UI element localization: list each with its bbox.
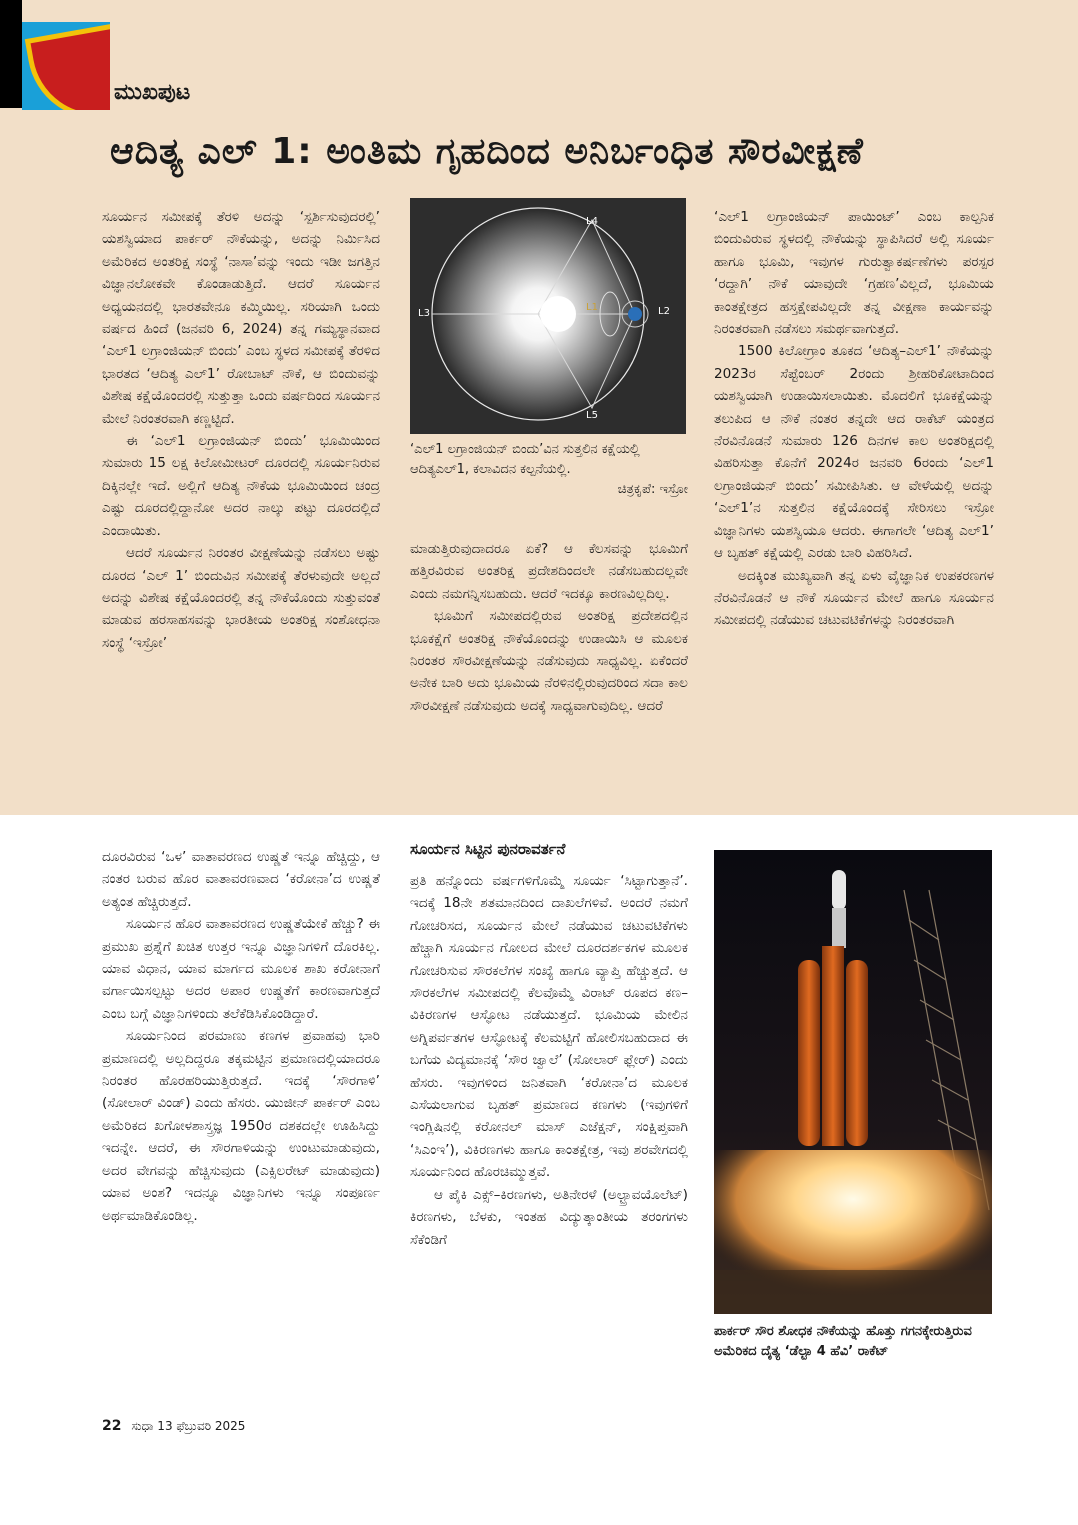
paragraph: ಸೂರ್ಯನ ಹೊರ ವಾತಾವರಣದ ಉಷ್ಣತೆಯೇಕೆ ಹೆಚ್ಚು? ಈ ಪ್ರಮುಖ ಪ್ರಶ್ನೆಗೆ ಖಚಿತ ಉತ್ತರ ಇನ್ನೂ ವಿಜ್ಞಾನಿಗಳಿಗೆ ದೊರಕಿಲ್ಲ. ಯಾವ ವಿಧಾನ, ಯಾವ ಮಾರ್ಗದ ಮೂಲಕ ಶಾಖ ಕರೋನಾಗೆ ವರ್ಗಾಯಿಸಲ್ಪಟ್ಟು ಅದರ ಅಪಾರ ಉಷ್ಣತೆಗೆ ಕಾರಣವಾಗುತ್ತದೆ ಎಂಬ ಬಗ್ಗೆ ವಿಜ್ಞಾನಿಗಳಿಂದು ತಲೆಕೆಡಿಸಿಕೊಂಡಿದ್ದಾರೆ. — [102, 916, 380, 1022]
payload-fairing — [832, 870, 846, 910]
paragraph: ಅದಕ್ಕಿಂತ ಮುಖ್ಯವಾಗಿ ತನ್ನ ಏಳು ವೈಜ್ಞಾನಿಕ ಉಪಕರಣಗಳ ನೆರವಿನೊಡನೆ ಆ ನೌಕೆ ಸೂರ್ಯನ ಮೇಲೆ ಹಾಗೂ ಸೂರ್ಯನ ಸಮೀಪದಲ್ಲಿ ನಡೆಯುವ ಚಟುವಟಿಕೆಗಳನ್ನು ನಿರಂತರವಾಗಿ — [714, 567, 994, 629]
launch-pad — [714, 1270, 992, 1314]
photo-caption: ಪಾರ್ಕರ್ ಸೌರ ಶೋಧಕ ನೌಕೆಯನ್ನು ಹೊತ್ತು ಗಗನಕ್ಕೇರುತ್ತಿರುವ ಅಮೆರಿಕದ ದೈತ್ಯ ‘ಡೆಲ್ಟಾ 4 ಹೆವಿ’ ರಾಕೆಟ್ — [714, 1324, 972, 1359]
subheading: ಸೂರ್ಯನ ಸಿಟ್ಟಿನ ಪುನರಾವರ್ತನೆ — [410, 840, 566, 858]
paragraph: ಈ ‘ಎಲ್1 ಲಗ್ರಾಂಜಿಯನ್ ಬಿಂದು’ ಭೂಮಿಯಿಂದ ಸುಮಾರು 15 ಲಕ್ಷ ಕಿಲೋಮೀಟರ್ ದೂರದಲ್ಲಿ ಸೂರ್ಯನಿರುವ ದಿಕ್ಕಿನಲ್ಲೇ ಇದೆ. ಅಲ್ಲಿಗೆ ಆದಿತ್ಯ ನೌಕೆಯ ಭೂಮಿಯಿಂದ ಚಂದ್ರ ಎಷ್ಟು ದೂರದಲ್ಲಿದ್ದಾನೋ ಅದರ ನಾಲ್ಕು ಪಟ್ಟು ದೂರದಲ್ಲಿದೆ ಎಂದಾಯಿತು. — [102, 433, 380, 539]
label-l5: L5 — [586, 410, 598, 421]
paragraph: ಸೂರ್ಯನ ಸಮೀಪಕ್ಕೆ ತೆರಳಿ ಅದನ್ನು ‘ಸ್ಪರ್ಶಿಸುವುದರಲ್ಲಿ’ ಯಶಸ್ವಿಯಾದ ಪಾರ್ಕರ್ ನೌಕೆಯನ್ನು, ಅದನ್ನು ನಿರ್ಮಿಸಿದ ಅಮೆರಿಕದ ಅಂತರಿಕ್ಷ ಸಂಸ್ಥೆ ‘ನಾಸಾ’ವನ್ನು ಇಂದು ಇಡೀ ಜಗತ್ತಿನ ವಿಜ್ಞಾನಲೋಕವೇ ಕೊಂಡಾಡುತ್ತಿದೆ. ಆದರೆ ಸೂರ್ಯನ ಅಧ್ಯಯನದಲ್ಲಿ ಭಾರತವೇನೂ ಕಮ್ಮಿಯಿಲ್ಲ. ಸರಿಯಾಗಿ ಒಂದು ವರ್ಷದ ಹಿಂದೆ (ಜನವರಿ 6, 2024) ತನ್ನ ಗಮ್ಯಸ್ಥಾನವಾದ ‘ಎಲ್1 ಲಗ್ರಾಂಜಿಯನ್ ಬಿಂದು’ ಎಂಬ ಸ್ಥಳದ ಸಮೀಪಕ್ಕೆ ತೆರಳಿದ ಭಾರತದ ‘ಆದಿತ್ಯ ಎಲ್1’ ರೋಬಾಟ್ ನೌಕೆ, ಆ ಬಿಂದುವನ್ನು ವಿಶೇಷ ಕಕ್ಷೆಯೊಂದರಲ್ಲಿ ಸುತ್ತುತ್ತಾ ಒಂದು ವರ್ಷದಿಂದ ಸೂರ್ಯನ ಮೇಲೆ ನಿರಂತರವಾಗಿ ಕಣ್ಣಟ್ಟಿದೆ. — [102, 209, 380, 427]
diagram-caption-text: ‘ಎಲ್1 ಲಗ್ರಾಂಜಿಯನ್ ಬಿಂದು’ವಿನ ಸುತ್ತಲಿನ ಕಕ್ಷೆಯಲ್ಲಿ ಆದಿತ್ಯಎಲ್1, ಕಲಾವಿದನ ಕಲ್ಪನೆಯಲ್ಲಿ. — [410, 442, 640, 477]
paragraph: ಆದರೆ ಸೂರ್ಯನ ನಿರಂತರ ವೀಕ್ಷಣೆಯನ್ನು ನಡೆಸಲು ಅಷ್ಟು ದೂರದ ‘ಎಲ್ 1’ ಬಿಂದುವಿನ ಸಮೀಪಕ್ಕೆ ತೆರಳುವುದೇ ಅಲ್ಲದೆ ಅದನ್ನು ವಿಶೇಷ ಕಕ್ಷೆಯೊಂದರಲ್ಲಿ ತನ್ನ ನೌಕೆಯೊಂದು ಸುತ್ತುವಂತೆ ಮಾಡುವ ಹರಸಾಹಸವನ್ನು ಭಾರತೀಯ ಅಂತರಿಕ್ಷ ಸಂಶೋಧನಾ ಸಂಸ್ಥೆ ‘ಇಸ್ರೋ’ — [102, 545, 380, 651]
upper-stage — [832, 908, 846, 948]
earth-icon — [628, 307, 642, 321]
paragraph: 1500 ಕಿಲೋಗ್ರಾಂ ತೂಕದ ‘ಆದಿತ್ಯ–ಎಲ್1’ ನೌಕೆಯನ್ನು 2023ರ ಸೆಪ್ಟೆಂಬರ್ 2ರಂದು ಶ್ರೀಹರಿಕೋಟಾದಿಂದ ಯಶಸ್ವಿಯಾಗಿ ಉಡಾಯಿಸಲಾಯಿತು. ಮೊದಲಿಗೆ ಭೂಕಕ್ಷೆಯನ್ನು ತಲುಪಿದ ಆ ನೌಕೆ ನಂತರ ತನ್ನದೇ ಆದ ರಾಕೆಟ್ ಯಂತ್ರದ ನೆರವಿನೊಡನೆ ಸುಮಾರು 126 ದಿನಗಳ ಕಾಲ ಅಂತರಿಕ್ಷದಲ್ಲಿ ವಿಹರಿಸುತ್ತಾ ಕೊನೆಗೆ 2024ರ ಜನವರಿ 6ರಂದು ‘ಎಲ್1 ಲಗ್ರಾಂಜಿಯನ್ ಬಿಂದು’ ಸಮೀಪಿಸಿತು. ಆ ವೇಳೆಯಲ್ಲಿ ಅದನ್ನು ‘ಎಲ್1’ನ ಸುತ್ತಲಿನ ಕಕ್ಷೆಯೊಂದಕ್ಕೆ ಸೇರಿಸಲು ಇಸ್ರೋ ವಿಜ್ಞಾನಿಗಳು ಯಶಸ್ವಿಯೂ ಆದರು. ಈಗಾಗಲೇ ‘ಆದಿತ್ಯ ಎಲ್1’ ಆ ಬೃಹತ್ ಕಕ್ಷೆಯಲ್ಲಿ ಎರಡು ಬಾರಿ ವಿಹರಿಸಿದೆ. — [714, 343, 994, 562]
left-booster — [798, 960, 820, 1146]
paragraph: ಸೂರ್ಯನಿಂದ ಪರಮಾಣು ಕಣಗಳ ಪ್ರವಾಹವು ಭಾರಿ ಪ್ರಮಾಣದಲ್ಲಿ ಅಲ್ಲದಿದ್ದರೂ ತಕ್ಕಮಟ್ಟಿನ ಪ್ರಮಾಣದಲ್ಲಿಯಾದರೂ ನಿರಂತರ ಹೊರಹರಿಯುತ್ತಿರುತ್ತದೆ. ಇದಕ್ಕೆ ‘ಸೌರಗಾಳಿ’ (ಸೋಲಾರ್ ವಿಂಡ್) ಎಂದು ಹೆಸರು. ಯುಜೀನ್ ಪಾರ್ಕರ್ ಎಂಬ ಅಮೆರಿಕದ ಖಗೋಳಶಾಸ್ತ್ರಜ್ಞ 1950ರ ದಶಕದಲ್ಲೇ ಊಹಿಸಿದ್ದು ಇದನ್ನೇ. ಆದರೆ, ಈ ಸೌರಗಾಳಿಯನ್ನು ಉಂಟುಮಾಡುವುದು, ಅದರ ವೇಗವನ್ನು ಹೆಚ್ಚಿಸುವುದು (ಎಕ್ಸಿಲರೇಟ್ ಮಾಡುವುದು) ಯಾವ ಅಂಶ? ಇದನ್ನೂ ವಿಜ್ಞಾನಿಗಳು ಇನ್ನೂ ಸಂಪೂರ್ಣ ಅರ್ಥಮಾಡಿಕೊಂಡಿಲ್ಲ. — [102, 1028, 380, 1224]
page-footer — [102, 1418, 245, 1434]
publication-info: ಸುಧಾ 13 ಫೆಬ್ರುವರಿ 2025 — [131, 1419, 246, 1433]
paragraph: ದೂರವಿರುವ ‘ಒಳ’ ವಾತಾವರಣದ ಉಷ್ಣತೆ ಇನ್ನೂ ಹೆಚ್ಚಿದ್ದು, ಆ ನಂತರ ಬರುವ ಹೊರ ವಾತಾವರಣವಾದ ‘ಕರೋನಾ’ದ ಉಷ್ಣತೆ ಅತ್ಯಂತ ಹೆಚ್ಚಿರುತ್ತದೆ. — [102, 849, 380, 910]
rocket-launch-svg — [714, 850, 992, 1314]
paragraph: ಭೂಮಿಗೆ ಸಮೀಪದಲ್ಲಿರುವ ಅಂತರಿಕ್ಷ ಪ್ರದೇಶದಲ್ಲಿನ ಭೂಕಕ್ಷೆಗೆ ಅಂತರಿಕ್ಷ ನೌಕೆಯೊಂದನ್ನು ಉಡಾಯಿಸಿ ಆ ಮೂಲಕ ನಿರಂತರ ಸೌರವೀಕ್ಷಣೆಯನ್ನು ನಡೆಸುವುದು ಸಾಧ್ಯವಿಲ್ಲ. ಏಕೆಂದರೆ ಅನೇಕ ಬಾರಿ ಅದು ಭೂಮಿಯ ನೆರಳಿನಲ್ಲಿರುವುದರಿಂದ ಸದಾ ಕಾಲ ಸೌರವೀಕ್ಷಣೆ ನಡೆಸುವುದು ಅದಕ್ಕೆ ಸಾಧ್ಯವಾಗುವುದಿಲ್ಲ. ಆದರೆ — [410, 608, 688, 714]
article-column-4 — [102, 846, 380, 1406]
article-column-5 — [410, 870, 688, 1410]
paragraph: ಆ ಪೈಕಿ ಎಕ್ಸ್–ಕಿರಣಗಳು, ಅತಿನೇರಳೆ (ಅಲ್ಟ್ರಾವಯೊಲೆಟ್) ಕಿರಣಗಳು, ಬೆಳಕು, ಇಂತಹ ವಿದ್ಯುತ್ಕಾಂತೀಯ ತರಂಗಗಳು ಸೆಕೆಂಡಿಗೆ — [410, 1186, 688, 1248]
sun-icon — [540, 296, 576, 332]
diagram-caption — [410, 440, 688, 500]
lagrange-diagram — [410, 198, 686, 434]
article-column-1 — [102, 206, 380, 800]
core-booster — [822, 946, 844, 1146]
headline: ಆದಿತ್ಯ ಎಲ್ 1: ಅಂತಿಮ ಗೃಹದಿಂದ ಅನಿರ್ಬಂಧಿತ ಸೌರವೀಕ್ಷಣೆ — [110, 131, 864, 172]
rocket-launch-photo — [714, 850, 992, 1314]
article-column-3 — [714, 206, 994, 800]
label-l2: L2 — [658, 306, 670, 317]
label-l1: L1 — [586, 302, 598, 313]
section-logo-icon — [22, 22, 110, 110]
paragraph: ಮಾಡುತ್ತಿರುವುದಾದರೂ ಏಕೆ? ಆ ಕೆಲಸವನ್ನು ಭೂಮಿಗೆ ಹತ್ತಿರವಿರುವ ಅಂತರಿಕ್ಷ ಪ್ರದೇಶದಿಂದಲೇ ನಡೆಸಬಹುದಲ್ಲವೇ ಎಂದು ನಮಗನ್ನಿಸಬಹುದು. ಆದರೆ ಇದಕ್ಕೂ ಕಾರಣವಿಲ್ಲದಿಲ್ಲ. — [410, 541, 688, 602]
logo-black-bar — [0, 0, 22, 108]
lagrange-diagram-svg — [410, 198, 686, 434]
label-l3: L3 — [418, 308, 430, 319]
article-column-2 — [410, 538, 688, 800]
paragraph: ಪ್ರತಿ ಹನ್ನೊಂದು ವರ್ಷಗಳಿಗೊಮ್ಮೆ ಸೂರ್ಯ ‘ಸಿಟ್ಟಾಗುತ್ತಾನೆ’. ಇದಕ್ಕೆ 18ನೇ ಶತಮಾನದಿಂದ ದಾಖಲೆಗಳಿವೆ. ಅಂದರೆ ನಮಗೆ ಗೋಚರಿಸದ, ಸೂರ್ಯನ ಮೇಲೆ ನಡೆಯುವ ಚಟುವಟಿಕೆಗಳು ಹೆಚ್ಚಾಗಿ ಸೂರ್ಯನ ಗೋಲದ ಮೇಲೆ ದೂರದರ್ಶಕಗಳ ಮೂಲಕ ಗೋಚರಿಸುವ ಸೌರಕಲೆಗಳ ಸಂಖ್ಯೆ ಹಾಗೂ ವ್ಯಾಪ್ತಿ ಹೆಚ್ಚುತ್ತದೆ. ಆ ಸೌರಕಲೆಗಳ ಸಮೀಪದಲ್ಲಿ ಕೆಲವೊಮ್ಮೆ ವಿರಾಟ್ ರೂಪದ ಕಣ–ವಿಕಿರಣಗಳ ಆಸ್ಫೋಟ ನಡೆಯುತ್ತದೆ. ಭೂಮಿಯ ಮೇಲಿನ ಅಗ್ನಿಪರ್ವತಗಳ ಆಸ್ಫೋಟಕ್ಕೆ ಕೆಲಮಟ್ಟಿಗೆ ಹೋಲಿಸಬಹುದಾದ ಈ ಬಗೆಯ ವಿದ್ಯಮಾನಕ್ಕೆ ‘ಸೌರ ಜ್ವಾಲೆ’ (ಸೋಲಾರ್ ಫ್ಲೇರ್) ಎಂದು ಹೆಸರು. ಇವುಗಳಿಂದ ಜನಿತವಾಗಿ ‘ಕರೋನಾ’ದ ಮೂಲಕ ಎಸೆಯಲಾಗುವ ಬೃಹತ್ ಪ್ರಮಾಣದ ಕಣಗಳು (ಇವುಗಳಿಗೆ ಇಂಗ್ಲಿಷಿನಲ್ಲಿ ಕರೋನಲ್ ಮಾಸ್ ಎಜೆಕ್ಷನ್, ಸಂಕ್ಷಿಪ್ತವಾಗಿ ‘ಸಿಎಂಇ’), ವಿಕಿರಣಗಳು ಹಾಗೂ ಕಾಂತಕ್ಷೇತ್ರ, ಇವು ಶರವೇಗದಲ್ಲಿ ಸೂರ್ಯನಿಂದ ಹೊರಚಿಮ್ಮುತ್ತವೆ. — [410, 873, 688, 1181]
paragraph: ‘ಎಲ್1 ಲಗ್ರಾಂಜಿಯನ್ ಪಾಯಿಂಟ್’ ಎಂಬ ಕಾಲ್ಪನಿಕ ಬಿಂದುವಿರುವ ಸ್ಥಳದಲ್ಲಿ ನೌಕೆಯನ್ನು ಸ್ಥಾಪಿಸಿದರೆ ಅಲ್ಲಿ ಸೂರ್ಯ ಹಾಗೂ ಭೂಮಿ, ಇವುಗಳ ಗುರುತ್ವಾಕರ್ಷಣೆಗಳು ಪರಸ್ಪರ ‘ರದ್ದಾಗಿ’ ನೌಕೆ ಯಾವುದೇ ‘ಗ್ರಹಣ’ವಿಲ್ಲದೆ, ಭೂಮಿಯ ಕಾಂತಕ್ಷೇತ್ರದ ಹಸ್ತಕ್ಷೇಪವಿಲ್ಲದೇ ತನ್ನ ವೀಕ್ಷಣಾ ಕಾರ್ಯವನ್ನು ನಿರಂತರವಾಗಿ ನಡೆಸಲು ಸಮರ್ಥವಾಗುತ್ತದೆ. — [714, 209, 994, 338]
section-label: ಮುಖಪುಟ — [114, 80, 191, 105]
right-booster — [846, 960, 868, 1146]
image-credit: ಚಿತ್ರಕೃಪೆ: ಇಸ್ರೋ — [617, 482, 688, 497]
page-number: 22 — [102, 1418, 122, 1434]
label-l4: L4 — [586, 216, 598, 227]
